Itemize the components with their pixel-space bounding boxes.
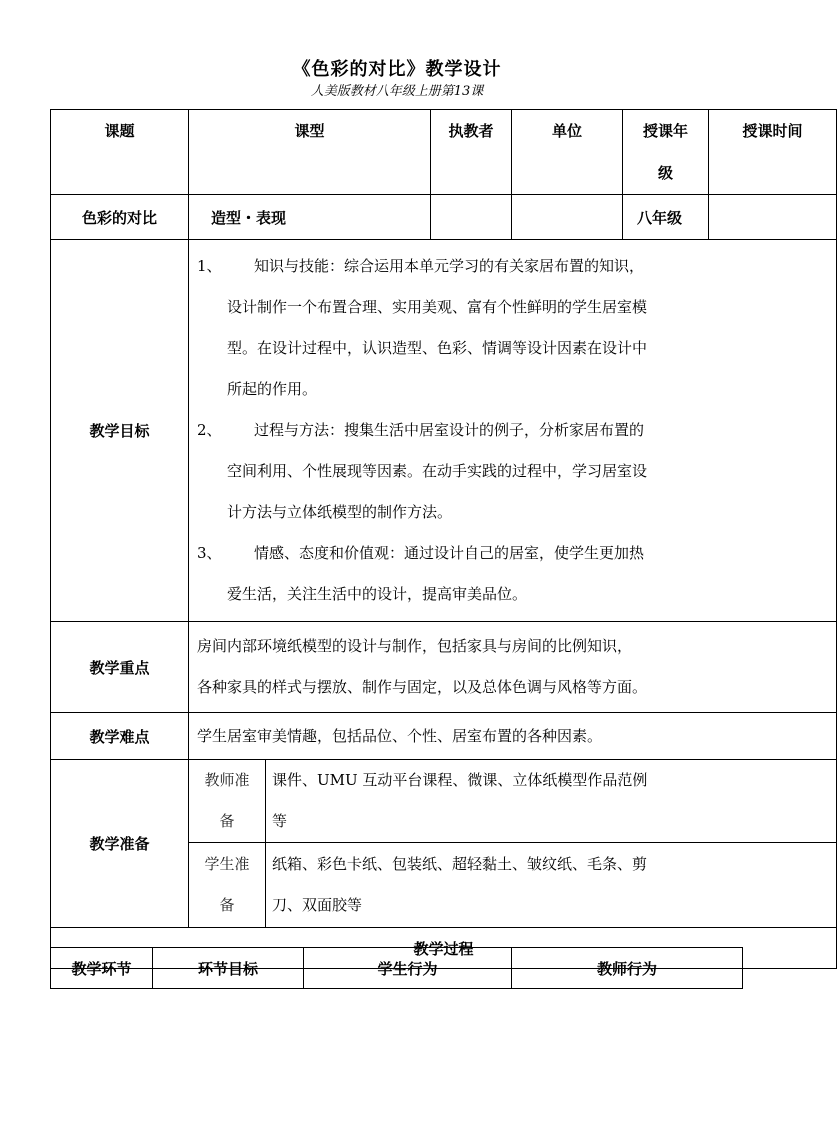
goal-line: 爱生活，关注生活中的设计，提高审美品位。 [227,585,528,603]
teacher-prep-row [189,760,837,843]
value-teacher [431,195,512,240]
document-subtitle: 人美版教材八年级上册第13课 [310,84,484,99]
header-type: 课型 [189,110,431,195]
goal-number: 2、 [197,421,222,439]
student-prep-line: 纸箱、彩色卡纸、包装纸、超轻黏土、皱纹纸、毛条、剪 [272,855,648,873]
header-grade [623,110,709,195]
teacher-prep-label-line2: 备 [219,812,235,830]
process-col-student: 学生行为 [304,948,512,989]
value-unit [512,195,623,240]
key-points-content [189,622,837,713]
goal-item [197,246,830,410]
difficulties-label: 教学难点 [51,713,189,760]
process-col-goal: 环节目标 [153,948,304,989]
difficulties-content: 学生居室审美情趣，包括品位、个性、居室布置的各种因素。 [189,713,837,760]
student-prep-label-line2: 备 [219,896,235,914]
value-grade: 八年级 [623,195,709,240]
key-points-label: 教学重点 [51,622,189,713]
goal-line: 型。在设计过程中，认识造型、色彩、情调等设计因素在设计中 [227,339,648,357]
goals-label: 教学目标 [51,240,189,622]
value-type: 造型・表现 [189,195,431,240]
process-table [50,947,743,989]
header-teacher: 执教者 [431,110,512,195]
goal-first-line: 过程与方法：搜集生活中居室设计的例子，分析家居布置的 [254,421,645,439]
teacher-prep-label [189,760,266,842]
goal-first-line: 知识与技能：综合运用本单元学习的有关家居布置的知识， [254,257,645,275]
header-topic: 课题 [51,110,189,195]
teacher-prep-content [266,760,653,842]
header-time: 授课时间 [709,110,837,195]
goal-line: 所起的作用。 [227,380,318,398]
process-title: 教学过程 [51,928,837,969]
key-points-line: 各种家具的样式与摆放、制作与固定，以及总体色调与风格等方面。 [197,678,648,696]
value-topic: 色彩的对比 [51,195,189,240]
document-title: 《色彩的对比》教学设计 [292,59,502,80]
teacher-prep-line: 等 [272,812,288,830]
teacher-prep-label-line1: 教师准 [204,771,250,789]
header-grade-line1: 授课年 [642,122,688,140]
goal-line: 计方法与立体纸模型的制作方法。 [227,503,453,521]
student-prep-content [266,843,653,927]
process-col-stage: 教学环节 [51,948,153,989]
goal-number: 1、 [197,257,222,275]
goal-number: 3、 [197,544,222,562]
goal-line: 空间利用、个性展现等因素。在动手实践的过程中，学习居室设 [227,462,648,480]
header-grade-line2: 级 [657,164,673,182]
goal-item [197,533,830,615]
goal-line: 设计制作一个布置合理、实用美观、富有个性鲜明的学生居室模 [227,298,648,316]
student-prep-label [189,843,266,927]
process-col-teacher: 教师行为 [512,948,743,989]
student-prep-label-line1: 学生准 [204,855,250,873]
teacher-prep-line: 课件、UMU 互动平台课程、微课、立体纸模型作品范例 [272,771,648,789]
preparation-label: 教学准备 [51,760,189,928]
lesson-plan-table [50,109,837,969]
goal-first-line: 情感、态度和价值观：通过设计自己的居室，使学生更加热 [254,544,645,562]
student-prep-line: 刀、双面胶等 [272,896,363,914]
goals-content [189,240,837,622]
student-prep-row [189,843,837,928]
header-unit: 单位 [512,110,623,195]
key-points-line: 房间内部环境纸模型的设计与制作，包括家具与房间的比例知识， [197,637,633,655]
value-time [709,195,837,240]
goal-item [197,410,830,533]
